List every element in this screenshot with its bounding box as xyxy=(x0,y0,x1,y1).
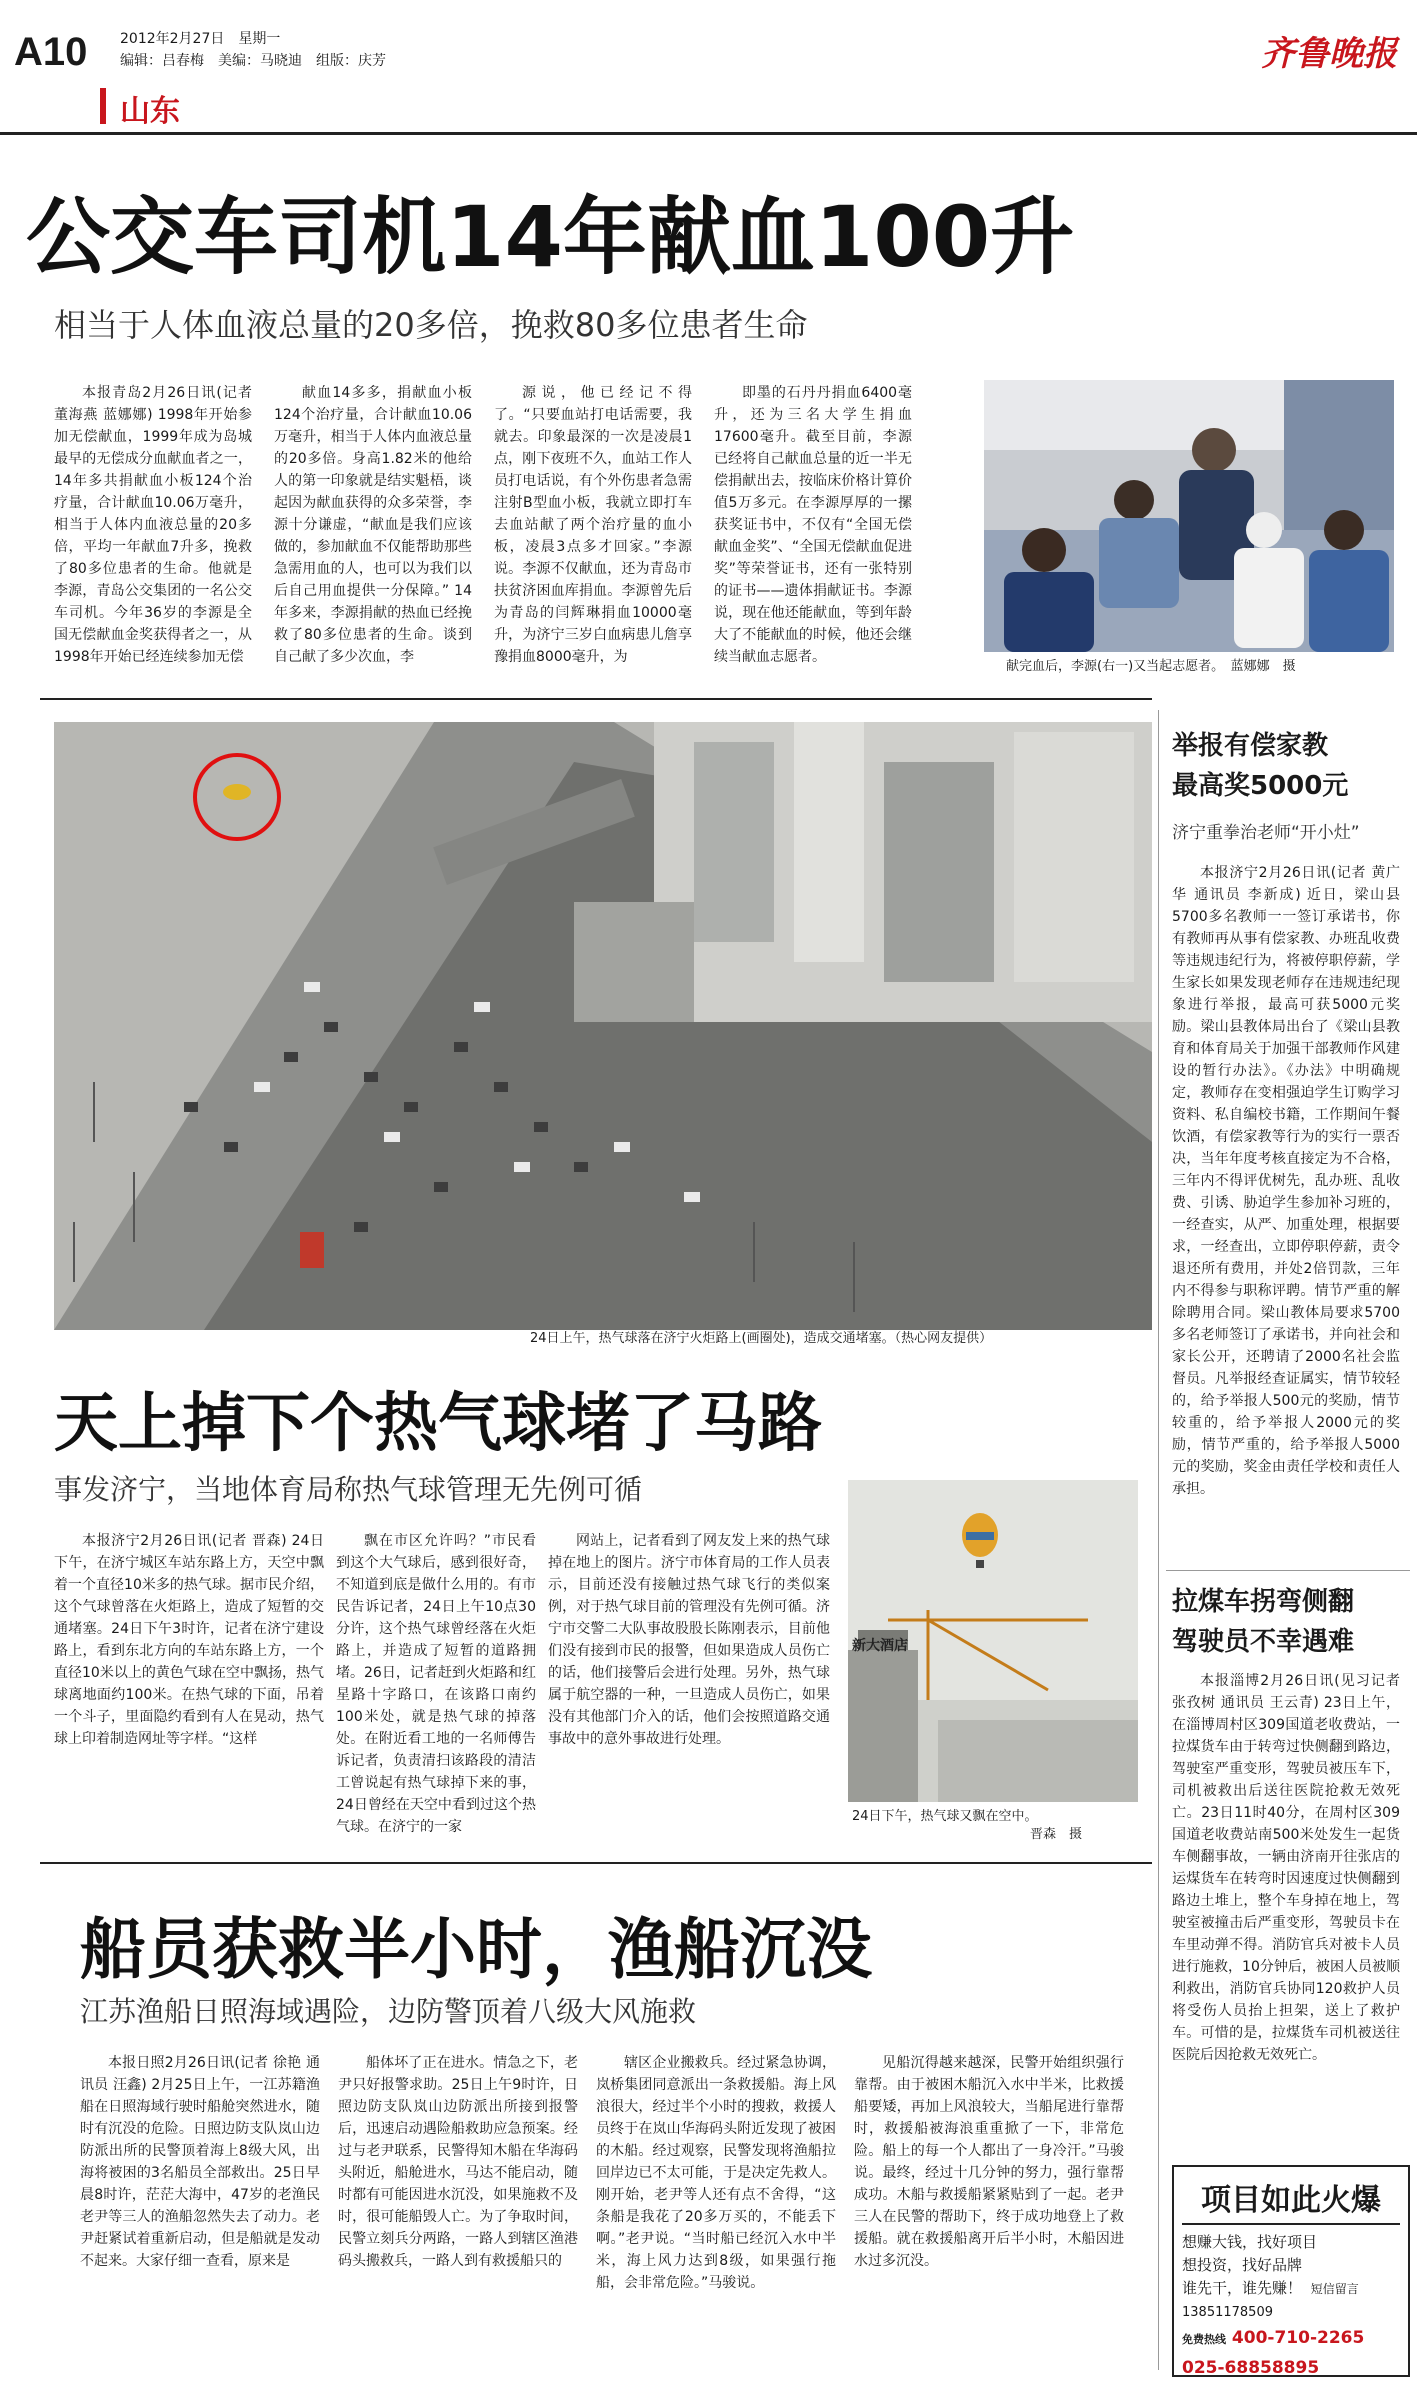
story1-column-3: 源说，他已经记不得了。“只要血站打电话需要，我就去。印象最深的一次是凌晨1点，刚下夜班不久，血站工作人员打电话说，有个外伤患者急需注射B型血小板，我就立即打车去血站献了两个治疗量的血小板，凌晨3点多才回家。”李源说。李源不仅献血，还为青岛市扶贫济困血库捐血。李源曾先后为青岛的闫辉琳捐血10000毫升，为济宁三岁白血病患儿詹享豫捐血8000毫升，为 xyxy=(494,385,692,665)
story1-column-2: 献血14多多，捐献血小板124个治疗量，合计献血10.06万毫升，相当于人体内血液总量的20多倍。身高1.82米的他给人的第一印象就是结实魁梧，谈起因为献血获得的众多荣誉，李源十分谦虚，“献血是我们应该做的，参加献血不仅能帮助那些急需用血的人，也可以为我们以后自己用血提供一分保障。” 14年多来，李源捐献的热血已经挽救了80多位患者的生命。谈到自己献了多少次血，李 xyxy=(274,385,472,665)
story1-subhead: 相当于人体血液总量的20多倍，挽救80多位患者生命 xyxy=(54,306,808,344)
section-marker xyxy=(100,88,106,124)
story2-headline: 天上掉下个热气球堵了马路 xyxy=(54,1387,822,1461)
sidebar-rule xyxy=(1166,1570,1410,1571)
advert-sms-label: 短信留言 xyxy=(1310,2282,1359,2296)
advert-title: 项目如此火爆 xyxy=(1182,2175,1400,2225)
balloon-traffic-caption: 24日上午，热气球落在济宁火炬路上(画圈处)，造成交通堵塞。（热心网友提供） xyxy=(530,1331,993,1346)
page-number: A10 xyxy=(14,30,88,74)
editor-credits: 编辑：吕春梅 美编：马晓迪 组版：庆芳 xyxy=(120,53,386,69)
side1-subhead: 济宁重拳治老师“开小灶” xyxy=(1172,823,1360,843)
side1-headline: 举报有偿家教 最高奖5000元 xyxy=(1172,731,1349,801)
story3-subhead: 江苏渔船日照海域遇险，边防警顶着八级大风施救 xyxy=(80,1995,697,2028)
project-advert xyxy=(1172,2165,1410,2377)
blood-donation-photo xyxy=(984,380,1394,652)
story2-column-2: 飘在市区允许吗？”市民看到这个大气球后，感到很好奇，不知道到底是做什么用的。有市民告诉记者，24日上午10点30分许，这个热气球曾经落在火炬路上，并造成了短暂的道路拥堵。26日，记者赶到火炬路和红星路十字路口，在该路口南约100米处，就是热气球的掉落处。在附近看工地的一名师傅告诉记者，负责清扫该路段的清洁工曾说起有热气球掉下来的事，24日曾经在天空中看到过这个热气球。在济宁的一家 xyxy=(336,1533,536,1835)
side2-body: 本报淄博2月26日讯(见习记者 张孜树 通讯员 王云青) 23日上午，在淄博周村区309国道老收费站，一拉煤货车由于转弯过快侧翻到路边，驾驶室严重变形，驾驶员被压车下，司机被救出后送往医院抢救无效死亡。23日11时40分，在周村区309国道老收费站南500米处发生一起货车侧翻事故，一辆由济南开往张店的运煤货车在转弯时因速度过快侧翻到路边土堆上，整个车身掉在地上，驾驶室被撞击后严重变形，驾驶员卡在车里动弹不得。消防官兵对被卡人员进行施救，10分钟后，被困人员被顺利救出，消防官兵协同120救护人员将受伤人员抬上担架，送上了救护车。可惜的是，拉煤货车司机被送往医院后因抢救无效死亡。 xyxy=(1172,1673,1400,2063)
story3-column-2: 船体坏了正在进水。情急之下，老尹只好报警求助。25日上午9时许，日照边防支队岚山边防派出所接到报警后，迅速启动遇险船救助应急预案。经过与老尹联系，民警得知木船在华海码头附近，船舱进水，马达不能启动，随时都有可能因进水沉没，如果施救不及时，很可能船毁人亡。为了争取时间，民警立刻兵分两路，一路人到辖区渔港码头搬救兵，一路人到有救援船只的 xyxy=(338,2055,578,2269)
balloon-traffic-photo xyxy=(54,722,1152,1330)
issue-date: 2012年2月27日 星期一 xyxy=(120,31,281,47)
advert-mobile: 13851178509 xyxy=(1182,2305,1273,2320)
story2-subhead: 事发济宁，当地体育局称热气球管理无先例可循 xyxy=(54,1473,643,1506)
masthead-logo: 齐鲁晚报 xyxy=(1261,34,1397,74)
story3-headline: 船员获救半小时，渔船沉没 xyxy=(80,1911,872,1988)
sidebar-divider xyxy=(1158,710,1159,2370)
advert-line-3: 谁先干，谁先赚！ 短信留言 xyxy=(1182,2279,1359,2297)
advert-line-1: 想赚大钱，找好项目 xyxy=(1182,2233,1318,2251)
story1-divider xyxy=(40,698,1152,700)
header-rule xyxy=(0,132,1417,135)
advert-hotline: 免费热线 400-710-2265 xyxy=(1182,2328,1365,2348)
story1-headline: 公交车司机14年献血100升 xyxy=(26,188,1075,286)
hotel-sign: 新大酒店 xyxy=(852,1638,908,1654)
section-name: 山东 xyxy=(120,94,180,129)
story2-column-3: 网站上，记者看到了网友发上来的热气球掉在地上的图片。济宁市体育局的工作人员表示，目前还没有接触过热气球飞行的类似案例，对于热气球目前的管理没有先例可循。济宁市交警二大队事故股股长陈刚表示，目前他们没有接到市民的报警，但如果造成人员伤亡的话，他们接警后会进行处理。另外，热气球属于航空器的一种，一旦造成人员伤亡，如果没有其他部门介入的话，他们会按照道路交通事故中的意外事故进行处理。 xyxy=(548,1533,830,1747)
story3-column-4: 见船沉得越来越深，民警开始组织强行靠帮。由于被困木船沉入水中半米，比救援船要矮，再加上风浪较大，当船尾进行靠帮时，救援船被海浪重重掀了一下，非常危险。船上的每一个人都出了一身冷汗。”马骏说。最终，经过十几分钟的努力，强行靠帮成功。木船与救援船紧紧贴到了一起。老尹三人在民警的帮助下，终于成功地登上了救援船。就在救援船离开后半小时，木船因进水过多沉没。 xyxy=(854,2055,1124,2269)
advert-line-2: 想投资，找好品牌 xyxy=(1182,2256,1303,2274)
advert-landline: 025-68858895 xyxy=(1182,2358,1320,2378)
blood-donation-caption: 献完血后，李源(右一)又当起志愿者。 蓝娜娜 摄 xyxy=(1006,659,1296,674)
side1-body: 本报济宁2月26日讯(记者 黄广华 通讯员 李新成) 近日，梁山县5700多名教师一一签订承诺书，你有教师再从事有偿家教、办班乱收费等违规违纪行为，将被停职停薪，学生家长如果发现老师存在违规违纪现象进行举报，最高可获5000元奖励。梁山县教体局出台了《梁山县教育和体育局关于加强干部教师作风建设的暂行办法》。《办法》中明确规定，教师存在变相强迫学生订购学习资料、私自编校书籍，工作期间午餐饮酒，有偿家教等行为的实行一票否决，当年年度考核直接定为不合格，三年内不得评优树先，乱办班、乱收费、引诱、胁迫学生参加补习班的，一经查实，从严、加重处理，根据要求，一经查出，立即停职停薪，责令退还所有费用，并处2倍罚款，三年内不得参与职称评聘。情节严重的解除聘用合同。梁山教体局要求5700多名老师签订了承诺书，并向社会和家长公开，还聘请了2000名社会监督员。凡举报经查证属实，情节较轻的，给予举报人500元的奖励，情节较重的，给予举报人2000元的奖励，情节严重的，给予举报人5000元的奖励，奖金由责任学校和责任人承担。 xyxy=(1172,865,1400,1497)
page-header xyxy=(0,0,1417,140)
story1-column-1: 本报青岛2月26日讯(记者 董海燕 蓝娜娜) 1998年开始参加无偿献血，1999年成为岛城最早的无偿成分血献血者之一，14年多共捐献血小板124个治疗量，合计献血10.06万毫升，相当于人体内血液总量的20多倍，平均一年献血7升多，挽救了80多位患者的生命。他就是李源，青岛公交集团的一名公交车司机。今年36岁的李源是全国无偿献血金奖获得者之一，从1998年开始已经连续参加无偿 xyxy=(54,385,252,665)
balloon-sky-credit: 晋森 摄 xyxy=(1030,1827,1083,1842)
story3-column-1: 本报日照2月26日讯(记者 徐艳 通讯员 汪鑫) 2月25日上午，一江苏籍渔船在日照海域行驶时船舱突然进水，随时有沉没的危险。日照边防支队岚山边防派出所的民警顶着海上8级大风，出海将被困的3名船员全部救出。25日早晨8时许，茫茫大海中，47岁的老渔民老尹等三人的渔船忽然失去了动力。老尹赶紧试着重新启动，但是船就是发动不起来。大家仔细一查看，原来是 xyxy=(80,2055,320,2269)
story1-column-4: 即墨的石丹丹捐血6400毫升，还为三名大学生捐血17600毫升。截至目前，李源已经将自己献血总量的近一半无偿捐献出去，按临床价格计算价值5万多元。在李源厚厚的一摞获奖证书中，不仅有“全国无偿献血金奖”、“全国无偿献血促进奖”等荣誉证书，还有一张特别的证书——遗体捐献证书。李源说，现在他还能献血，等到年龄大了不能献血的时候，他还会继续当献血志愿者。 xyxy=(714,385,912,665)
story2-divider xyxy=(40,1862,1152,1864)
story3-column-3: 辖区企业搬救兵。经过紧急协调，岚桥集团同意派出一条救援船。海上风浪很大，经过半个小时的搜救，救援人员终于在岚山华海码头附近发现了被困的木船。经过观察，民警发现将渔船拉回岸边已不太可能，于是决定先救人。刚开始，老尹等人还有点不舍得，“这条船是我花了20多万买的，不能丢下啊。”老尹说。“当时船已经沉入水中半米，海上风力达到8级，如果强行拖船，会非常危险。”马骏说。 xyxy=(596,2055,836,2291)
issue-meta xyxy=(120,28,386,72)
side2-headline: 拉煤车拐弯侧翻 驾驶员不幸遇难 xyxy=(1172,1587,1355,1657)
balloon-sky-caption: 24日下午，热气球又飘在空中。 xyxy=(852,1809,1038,1824)
story2-column-1: 本报济宁2月26日讯(记者 晋森) 24日下午，在济宁城区车站东路上方，天空中飘着一个直径10米多的热气球。据市民介绍，这个气球曾落在火炬路上，造成了短暂的交通堵塞。24日下午3时许，记者在济宁建设路上，看到东北方向的车站东路上方，一个直径10米以上的黄色气球在空中飘扬，热气球离地面约100米。在热气球的下面，吊着一个斗子，里面隐约看到有人在晃动，热气球上印着制造网址等字样。“这样 xyxy=(54,1533,324,1747)
